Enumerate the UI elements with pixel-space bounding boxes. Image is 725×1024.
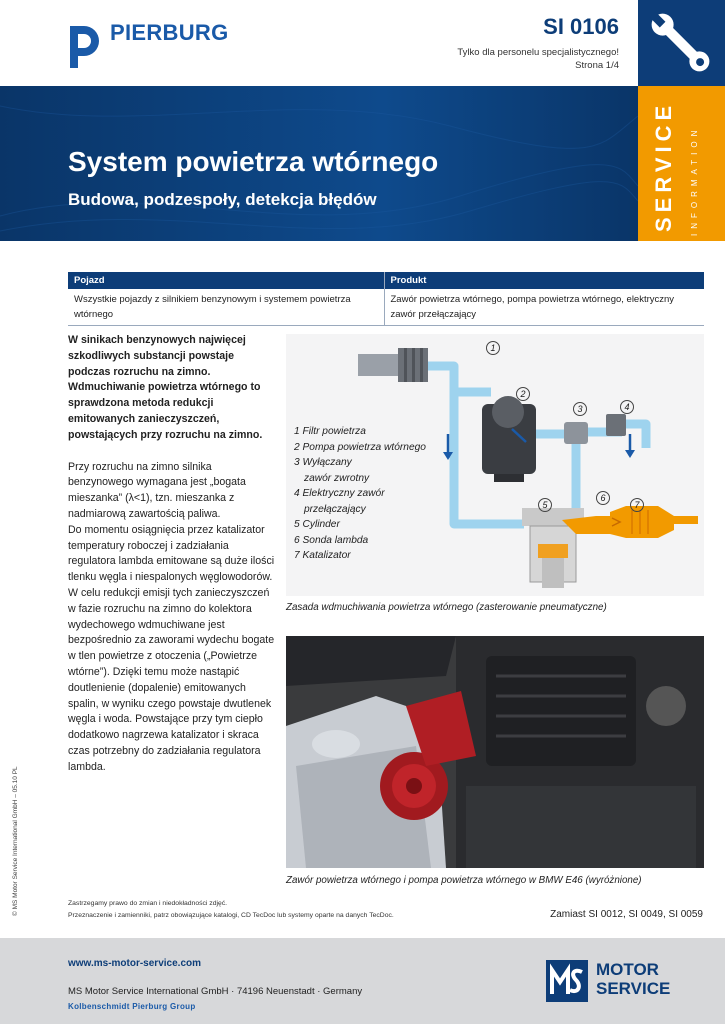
title-banner xyxy=(0,86,638,241)
photo-caption: Zawór powietrza wtórnego i pompa powietrza wtórnego w BMW E46 (wyróżnione) xyxy=(286,875,642,886)
callout-2: 2 xyxy=(516,387,530,401)
legend-item: 3 Wyłączany xyxy=(294,457,352,468)
paragraph-1: Przy rozruchu na zimno silnika benzynowego wymagana jest „bogata mieszanka” (λ<1), tzn. mieszanka z nadmiarową zawartością paliwa. xyxy=(68,460,246,520)
information-label: INFORMATION xyxy=(690,125,699,236)
wrench-icon xyxy=(638,0,725,86)
paragraph-2: Do momentu osiągnięcia przez katalizator temperatury roboczej i zadziałania regulatora lambda emitowane są duże ilości tlenku węgla i niespalonych węglowodorów. xyxy=(68,523,275,584)
brand-name: PIERBURG xyxy=(110,20,229,45)
table-header-row xyxy=(68,272,704,289)
table-row xyxy=(68,289,704,326)
page-title: System powietrza wtórnego xyxy=(68,146,439,177)
page-label: Strona 1/4 xyxy=(575,60,619,71)
callout-6: 6 xyxy=(596,491,610,505)
callout-1: 1 xyxy=(486,341,500,355)
legend-item: 1 Filtr powietrza xyxy=(294,426,366,437)
pierburg-logo-icon xyxy=(66,18,102,68)
wrench-panel xyxy=(638,0,725,86)
engine-bay-photo xyxy=(286,636,704,868)
legend-item: przełączający xyxy=(304,503,366,515)
callout-3: 3 xyxy=(573,402,587,416)
footer-group: Kolbenschmidt Pierburg Group xyxy=(68,1002,196,1011)
fine-print-line-1: Zastrzegamy prawo do zmian i niedokładności zdjęć. xyxy=(68,900,228,907)
diagram-caption: Zasada wdmuchiwania powietrza wtórnego (zasterowanie pneumatyczne) xyxy=(286,602,607,613)
pierburg-logo xyxy=(66,16,266,68)
table-cell-product: Zawór powietrza wtórnego, pompa powietrza wtórnego, elektryczny zawór przełączający xyxy=(384,289,704,326)
service-label: SERVICE xyxy=(651,100,676,232)
legend-item: zawór zwrotny xyxy=(304,472,370,484)
footer-company: MS Motor Service International GmbH · 74196 Neuenstadt · Germany xyxy=(68,986,363,997)
callout-4: 4 xyxy=(620,400,634,414)
table-header-product: Produkt xyxy=(384,272,704,289)
callout-7: 7 xyxy=(630,498,644,512)
applicability-table xyxy=(68,272,704,326)
fine-print xyxy=(68,898,394,922)
paragraph-3: W celu redukcji emisji tych zanieczyszczeń w fazie rozruchu na zimno do kolektora wydechowego wdmuchiwane jest bezpośrednio za zaworami wydechu bogate w tlen powietrze z otoczenia („Powietrze wtórne”). Dzięki temu może nastąpić doutlenienie (dopalenie) emitowanych spalin, w wyniku czego powstaje dwutlenek węgla i woda. Powstające przy tym ciepło dodatkowo nagrzewa katalizator i skraca czas potrzebny do zadziałania regulatora lambda. xyxy=(68,586,275,773)
body-text xyxy=(68,333,278,776)
table-header-vehicle: Pojazd xyxy=(68,272,384,289)
ms-logo-icon xyxy=(546,960,588,1002)
audience-note xyxy=(457,46,619,72)
si-number: SI 0106 xyxy=(543,14,619,39)
fine-print-line-2: Przeznaczenie i zamienniki, patrz obowiązujące katalogi, CD TecDoc lub systemy oparte na danych TecDoc. xyxy=(68,912,394,919)
footer xyxy=(0,938,725,1024)
diagram-legend xyxy=(294,424,426,564)
footer-website-link[interactable]: www.ms-motor-service.com xyxy=(68,958,202,969)
replaces-note: Zamiast SI 0012, SI 0049, SI 0059 xyxy=(550,909,703,920)
callout-5: 5 xyxy=(538,498,552,512)
legend-item: 4 Elektryczny zawór xyxy=(294,488,385,499)
lead-paragraph: W sinikach benzynowych najwięcej szkodliwych substancji powstaje podczas rozruchu na zimno. Wdmuchiwanie powietrza wtórnego to sprawdzona metoda redukcji emitowanych zanieczyszczeń, powstających przy rozruchu na zimno. xyxy=(68,334,263,441)
legend-item: 6 Sonda lambda xyxy=(294,534,369,546)
side-copyright: © MS Motor Service International GmbH – 05.10 PL xyxy=(12,766,19,916)
ms-logo-text xyxy=(596,960,670,998)
table-cell-vehicle: Wszystkie pojazdy z silnikiem benzynowym i systemem powietrza wtórnego xyxy=(68,289,384,326)
legend-item: 7 Katalizator xyxy=(294,550,351,561)
page-subtitle: Budowa, podzespoły, detekcja błędów xyxy=(68,190,377,209)
ms-logo-line-2: SERVICE xyxy=(596,979,671,998)
audience-note-text: Tylko dla personelu specjalistycznego! xyxy=(457,47,619,58)
ms-logo-mark xyxy=(546,960,588,1002)
legend-item: 2 Pompa powietrza wtórnego xyxy=(294,441,426,453)
legend-item: 5 Cylinder xyxy=(294,519,340,530)
engine-photo-illustration xyxy=(286,636,704,868)
ms-logo-line-1: MOTOR xyxy=(596,960,659,979)
